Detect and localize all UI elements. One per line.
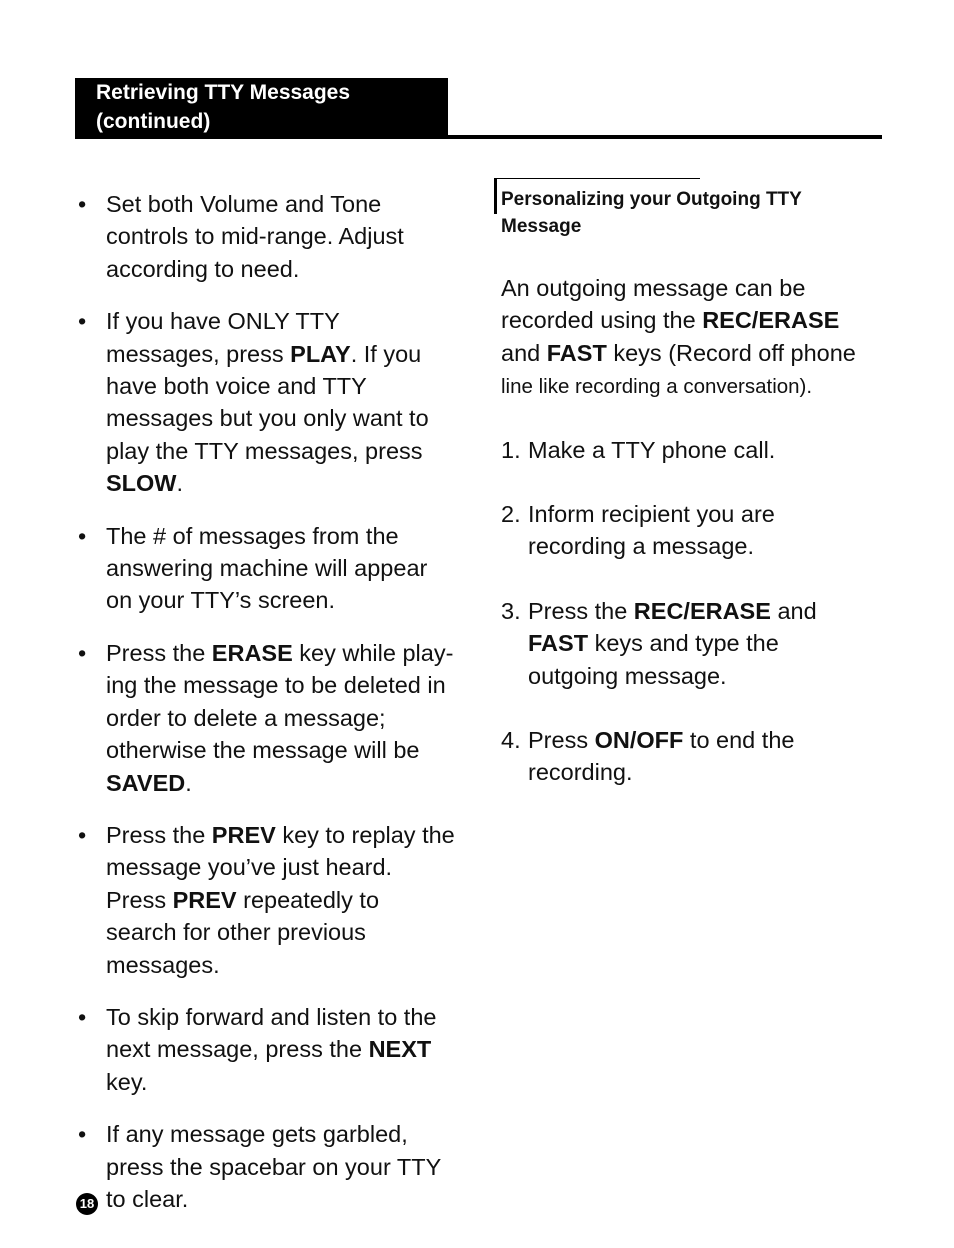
heading-marker — [494, 178, 497, 214]
subsection-heading-block — [494, 178, 874, 240]
step-number: 2. — [501, 501, 521, 528]
bullet-dot-icon: • — [78, 522, 87, 549]
steps-list — [494, 434, 874, 789]
left-column — [78, 188, 456, 1235]
header-rule — [75, 135, 882, 139]
step-number: 1. — [501, 436, 521, 463]
key-name: ERASE — [211, 639, 293, 666]
page-number: 18 — [76, 1193, 98, 1215]
bullet-dot-icon: • — [78, 191, 87, 217]
bullet-item: • The # of messages from the answering machine will appear on your TTY’s screen. — [78, 520, 456, 617]
step-number: 3. — [501, 597, 521, 624]
section-title-line1: Retrieving TTY Messages — [96, 81, 351, 104]
bullet-item: • Set both Volume and Tone controls to mid-range. Adjust according to need. — [78, 188, 456, 285]
step-item: 2. Inform recipient you are recording a message. — [501, 498, 874, 563]
bullet-item: • To skip forward and listen to the next message, press the NEXT key. — [78, 1001, 456, 1098]
bullet-dot-icon: • — [78, 639, 87, 666]
bullet-dot-icon: • — [78, 308, 87, 335]
key-name: ON/OFF — [594, 727, 684, 754]
bullet-dot-icon: • — [78, 1121, 87, 1148]
key-name: REC/ERASE — [633, 597, 771, 624]
intro-paragraph: An outgoing message can be recorded using the REC/ERASE and FAST keys (Record off phone line like recording a conversation). — [501, 275, 856, 399]
step-item: 4. Press ON/OFF to end the recording. — [501, 724, 874, 789]
section-title — [96, 78, 436, 136]
key-name: NEXT — [368, 1036, 432, 1063]
right-column — [494, 178, 874, 821]
key-name: REC/ERASE — [702, 307, 840, 334]
key-name: PLAY — [290, 340, 351, 367]
key-name: PREV — [211, 821, 276, 848]
bullet-dot-icon: • — [78, 1003, 87, 1030]
key-name: FAST — [546, 339, 607, 366]
key-name: SAVED — [106, 769, 186, 796]
key-name: SLOW — [106, 470, 177, 497]
bullet-item: • Press the ERASE key while play-ing the message to be deleted in order to delete a message; otherwise the message will be SAVED. — [78, 637, 456, 799]
bullet-item: • Press the PREV key to replay the message you’ve just heard. Press PREV repeatedly to search for other previous messages. — [78, 819, 456, 981]
subsection-heading: Personalizing your Outgoing TTY Message — [501, 189, 802, 237]
section-title-line2: (continued) — [96, 110, 211, 133]
bullet-item: • If any message gets garbled, press the spacebar on your TTY to clear. — [78, 1118, 456, 1215]
bullet-item: • If you have ONLY TTY messages, press PLAY. If you have both voice and TTY messages but you only want to play the TTY messages, press SLOW. — [78, 305, 456, 499]
key-name: FAST — [528, 630, 589, 657]
step-number: 4. — [501, 727, 521, 754]
heading-marker-rule — [494, 178, 700, 179]
bullet-dot-icon: • — [78, 821, 87, 848]
step-item: 3. Press the REC/ERASE and FAST keys and type the outgoing message. — [501, 595, 874, 692]
key-name: PREV — [172, 886, 237, 913]
step-item: 1. Make a TTY phone call. — [501, 434, 874, 466]
